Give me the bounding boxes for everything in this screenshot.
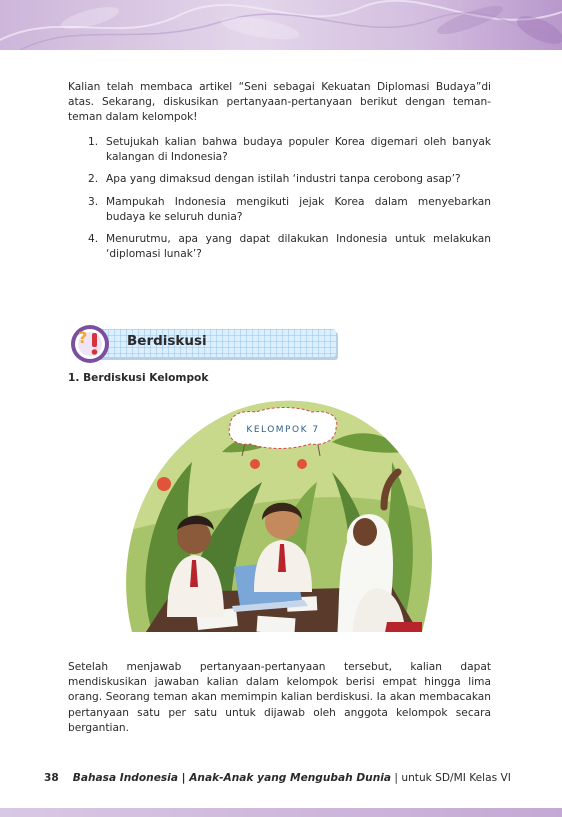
group-sign-text: KELOMPOK 7 [246, 425, 320, 435]
page-footer [44, 772, 511, 784]
bottom-decorative-band [0, 808, 562, 817]
group-discussion-illustration [122, 392, 434, 638]
question-text: Menurutmu, apa yang dapat dilakukan Indonesia untuk melakukan ‘diplomasi lunak’? [106, 233, 491, 261]
question-number: 1. [88, 136, 99, 148]
question-list [88, 135, 491, 269]
outro-paragraph: Setelah menjawab pertanyaan-pertanyaan tersebut, kalian dapat mendiskusikan jawaban kalian dalam kelompok berisi empat hingga lima orang. Seorang teman akan memimpin kalian berdiskusi. Ia akan membacakan pertanyaan satu per satu untuk dijawab oleh anggota kelompok secara bergantian. [68, 661, 491, 734]
top-decorative-band [0, 0, 562, 50]
list-item [88, 172, 491, 187]
question-number: 4. [88, 233, 99, 246]
footer-book-title: Bahasa Indonesia | Anak-Anak yang Mengubah Dunia [72, 772, 392, 784]
sub-heading: 1. Berdiskusi Kelompok [68, 372, 209, 384]
question-exclamation-icon [66, 322, 116, 366]
list-item [88, 135, 491, 165]
section-title: Berdiskusi [127, 333, 207, 349]
footer-audience: untuk SD/MI Kelas VI [401, 772, 511, 784]
question-text: Mampukah Indonesia mengikuti jejak Korea dalam menyebarkan budaya ke seluruh dunia? [106, 195, 491, 223]
section-header [66, 322, 341, 364]
question-text: Apa yang dimaksud dengan istilah ‘industri tanpa cerobong asap’? [106, 173, 461, 186]
footer-separator: | [391, 772, 402, 784]
question-number: 3. [88, 195, 99, 208]
question-text: Setujukah kalian bahwa budaya populer Korea digemari oleh banyak kalangan di Indonesia? [106, 136, 491, 164]
list-item [88, 232, 491, 262]
list-item [88, 195, 491, 225]
page-number: 38 [44, 772, 59, 784]
question-number: 2. [88, 173, 99, 186]
leaf-pattern-decoration [0, 0, 562, 50]
intro-paragraph: Kalian telah membaca artikel “Seni sebagai Kekuatan Diplomasi Budaya”di atas. Sekarang, diskusikan pertanyaan-pertanyaan berikut dengan teman-teman dalam kelompok! [68, 81, 491, 124]
svg-text:?: ? [78, 328, 88, 347]
